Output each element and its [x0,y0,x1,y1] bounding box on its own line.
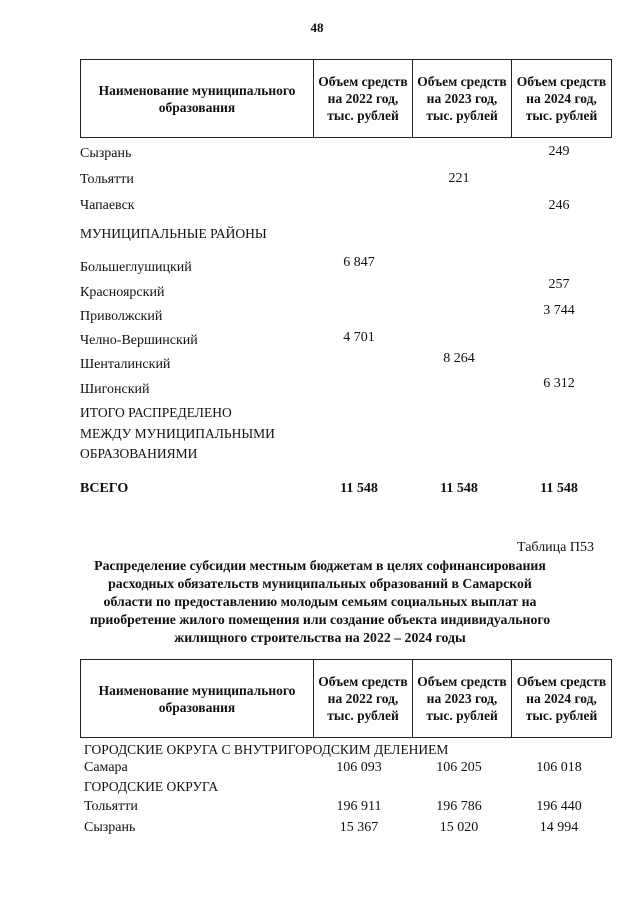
table-row-name: Приволжский [80,309,163,324]
total-distributed-label-line: ИТОГО РАСПРЕДЕЛЕНО [80,405,232,420]
section-heading: ГОРОДСКИЕ ОКРУГА [84,779,219,794]
table1-header-name: Наименование муниципального образования [81,60,314,138]
table-row-name: Сызрань [84,820,136,835]
table2-header-2023: Объем средств на 2023 год, тыс. рублей [413,660,512,738]
table1-header-2023: Объем средств на 2023 год, тыс. рублей [413,60,512,138]
table-row-name: Чапаевск [80,198,135,213]
table2-header-name: Наименование муниципального образования [81,660,314,738]
grand-total-2024: 11 548 [540,481,578,496]
table-cell-2022: 15 367 [339,820,379,835]
table1-header-2024: Объем средств на 2024 год, тыс. рублей [512,60,612,138]
table-row-name: Шенталинский [80,357,171,372]
section-heading: ГОРОДСКИЕ ОКРУГА С ВНУТРИГОРОДСКИМ ДЕЛЕНИЕМ [84,742,449,757]
table-cell-2023: 15 020 [439,820,479,835]
table-caption [60,557,580,647]
section-heading: МУНИЦИПАЛЬНЫЕ РАЙОНЫ [80,226,267,241]
table-row-name: Красноярский [80,285,165,300]
table-row-name: Тольятти [84,799,138,814]
table-cell-2022: 106 093 [336,760,382,775]
table-cell-2023: 196 786 [436,799,482,814]
table-row-name: Большеглушицкий [80,260,192,275]
total-distributed-label-line: МЕЖДУ МУНИЦИПАЛЬНЫМИ [80,426,275,441]
table2-header-2022: Объем средств на 2022 год, тыс. рублей [314,660,413,738]
page-number: 48 [310,20,324,35]
table1-header [80,59,612,138]
table2-header-2024: Объем средств на 2024 год, тыс. рублей [512,660,612,738]
caption-line: расходных обязательств муниципальных образований в Самарской [108,576,532,591]
table-cell-2023: 106 205 [436,760,482,775]
table-row-name: Тольятти [80,172,134,187]
table-row-name: Шигонский [80,382,150,397]
total-distributed-label-line: ОБРАЗОВАНИЯМИ [80,446,198,461]
table-cell-2023: 8 264 [443,351,475,366]
table-row-name: Сызрань [80,146,132,161]
table-row-name: Челно-Вершинский [80,333,198,348]
table-cell-2024: 196 440 [536,799,582,814]
caption-line: жилищного строительства на 2022 – 2024 годы [174,630,466,645]
table-cell-2024: 3 744 [543,303,575,318]
caption-line: области по предоставлению молодым семьям социальных выплат на [103,594,537,609]
grand-total-2023: 11 548 [440,481,478,496]
table-cell-2024: 6 312 [543,376,575,391]
table-cell-2024: 249 [548,144,570,159]
table1-header-2022: Объем средств на 2022 год, тыс. рублей [314,60,413,138]
table-row-name: Самара [84,760,128,775]
caption-line: Распределение субсидии местным бюджетам в целях софинансирования [94,558,546,573]
table-label: Таблица П53 [517,540,594,555]
table-cell-2022: 6 847 [343,255,375,270]
table-cell-2024: 246 [548,198,570,213]
caption-line: приобретение жилого помещения или создание объекта индивидуального [89,612,551,627]
table-cell-2024: 14 994 [539,820,579,835]
table-cell-2023: 221 [448,171,470,186]
grand-total-label: ВСЕГО [80,481,129,496]
table-cell-2022: 4 701 [343,330,375,345]
table-cell-2022: 196 911 [336,799,382,814]
table-cell-2024: 257 [548,277,570,292]
grand-total-2022: 11 548 [340,481,378,496]
table2-header [80,659,612,738]
table-cell-2024: 106 018 [536,760,582,775]
